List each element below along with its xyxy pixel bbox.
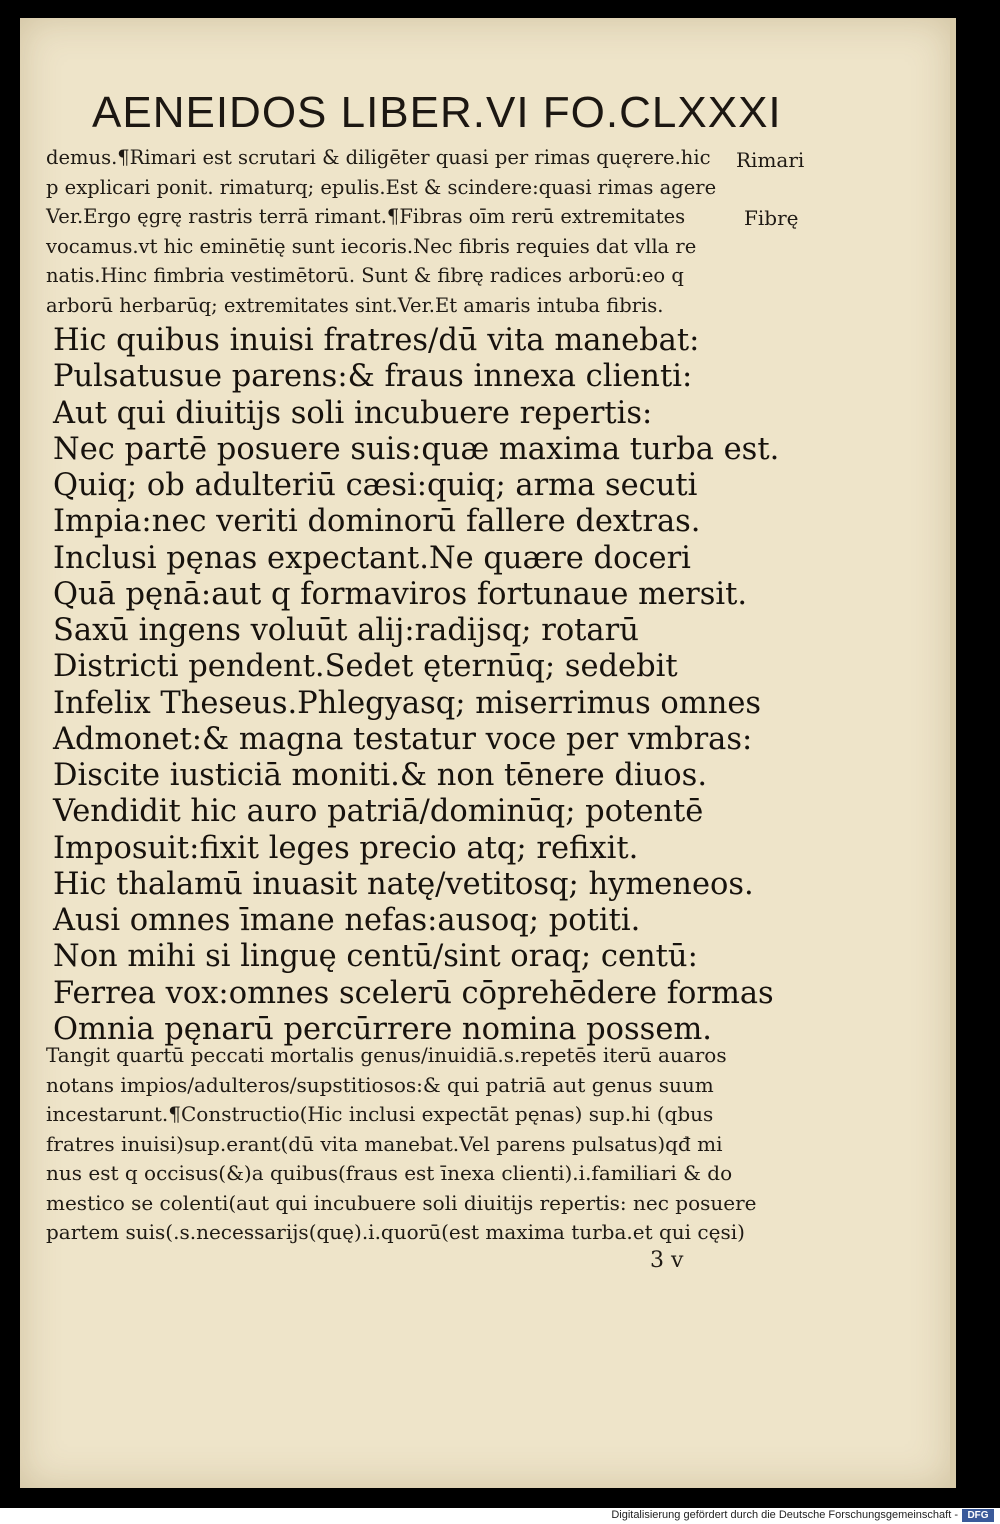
commentary-line: notans impios/adulteros/supstitiosos:& qui patriā aut genus suum <box>46 1072 714 1097</box>
verse-line: Ausi omnes īmane nefas:ausoq; potiti. <box>53 903 641 938</box>
verse-line: Districti pendent.Sedet ęternūq; sedebit <box>53 649 678 685</box>
commentary-line: partem suis(.s.necessarijs(quę).i.quorū(est maxima turba.et qui cęsi) <box>46 1220 745 1244</box>
digitization-footer <box>0 1508 1000 1524</box>
commentary-line: demus.¶Rimari est scrutari & diligēter quasi per rimas quęrere.hic <box>46 146 711 169</box>
commentary-line: mestico se colenti(aut qui incubuere soli diuitijs repertis: nec posuere <box>46 1190 757 1215</box>
commentary-line: nus est q occisus(&)a quibus(fraus est īnexa clienti).i.familiari & do <box>46 1161 733 1185</box>
signature-mark: 3 v <box>650 1248 684 1273</box>
commentary-line: Tangit quartū peccati mortalis genus/inuidiā.s.repetēs iterū auaros <box>46 1043 727 1067</box>
commentary-top <box>46 143 746 321</box>
marginal-note-rimari: Rimari <box>736 148 805 172</box>
verse-line: Pulsatusue parens:& fraus innexa clienti: <box>53 359 693 395</box>
dfg-logo: DFG <box>962 1509 994 1522</box>
commentary-line: natis.Hinc fimbria vestimētorū. Sunt & fibrę radices arborū:eo q <box>46 264 684 288</box>
verse-line: Non mihi si linguę centū/sint oraq; centū: <box>53 939 698 975</box>
page-edge <box>950 18 956 1488</box>
verse-line: Quiq; ob adulteriū cæsi:quiq; arma secuti <box>53 468 698 503</box>
running-head: AENEIDOS LIBER.VI FO.CLXXXI <box>92 88 782 137</box>
marginal-note-fibre: Fibrę <box>744 206 799 230</box>
commentary-line: Ver.Ergo ęgrę rastris terrā rimant.¶Fibras oīm rerū extremitates <box>46 205 686 229</box>
verse-line: Discite iusticiā moniti.& non tēnere diuos. <box>53 758 708 793</box>
commentary-line: fratres inuisi)sup.erant(dū vita manebat.Vel parens pulsatus)qđ mi <box>46 1131 723 1156</box>
verse-line: Imposuit:fixit leges precio atq; refixit. <box>53 830 639 866</box>
verse-line: Vendidit hic auro patriā/dominūq; potentē <box>53 794 704 830</box>
verse-line: Infelix Theseus.Phlegyasq; miserrimus omnes <box>53 685 762 721</box>
book-page <box>20 18 952 1488</box>
verse-line: Aut qui diuitijs soli incubuere repertis: <box>53 395 653 431</box>
verse-line: Inclusi pęnas expectant.Ne quære doceri <box>53 540 691 576</box>
footer-credit: Digitalisierung gefördert durch die Deutsche Forschungsgemeinschaft - <box>611 1509 958 1521</box>
verse-line: Impia:nec veriti dominorū fallere dextras. <box>53 504 701 540</box>
commentary-line: vocamus.vt hic eminētię sunt iecoris.Nec fibris requies dat vlla re <box>46 234 697 258</box>
verse-line: Hic quibus inuisi fratres/dū vita manebat: <box>53 323 700 358</box>
verse-line: Nec partē posuere suis:quæ maxima turba est. <box>53 431 780 467</box>
commentary-line: incestarunt.¶Constructio(Hic inclusi expectāt pęnas) sup.hi (qbus <box>46 1102 714 1126</box>
commentary-bottom <box>46 1041 757 1248</box>
verse-line: Hic thalamū inuasit natę/vetitosq; hymeneos. <box>53 866 754 902</box>
commentary-line: p explicari ponit. rimaturq; epulis.Est & scindere:quasi rimas agere <box>46 175 717 199</box>
verse-line: Saxū ingens voluūt alij:radijsq; rotarū <box>53 613 639 648</box>
verse-line: Ferrea vox:omnes scelerū cōprehēdere formas <box>53 975 774 1011</box>
verse-line: Quā pęnā:aut q formaviros fortunaue mersit. <box>53 576 748 612</box>
verse-line: Omnia pęnarū percūrrere nomina possem. <box>53 1011 712 1047</box>
commentary-line: arborū herbarūq; extremitates sint.Ver.Et amaris intuba fibris. <box>46 293 664 317</box>
verse-block <box>53 323 780 1048</box>
verse-line: Admonet:& magna testatur voce per vmbras: <box>53 721 753 757</box>
